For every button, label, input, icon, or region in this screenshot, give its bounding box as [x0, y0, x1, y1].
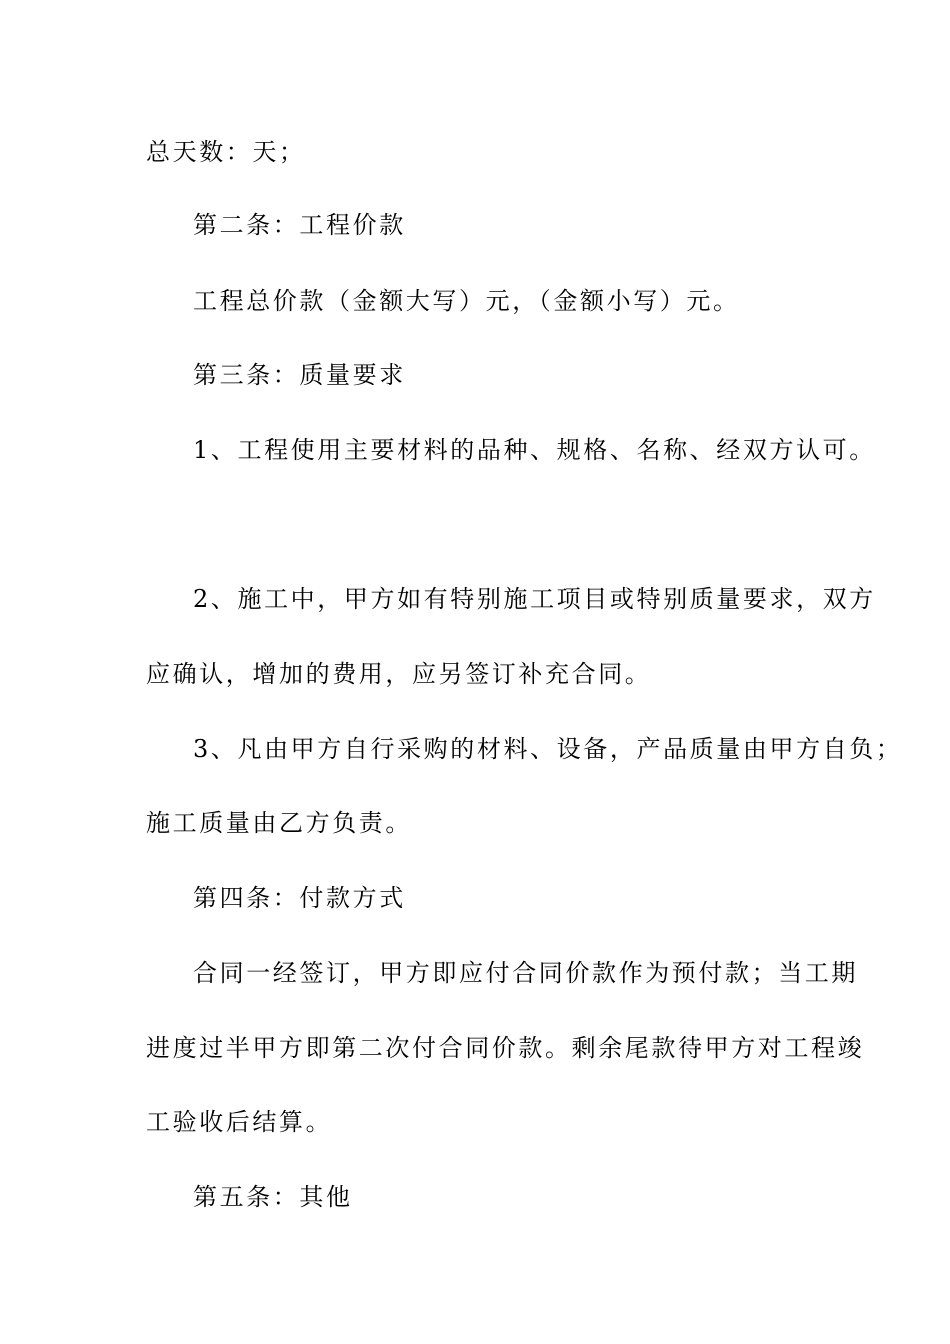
quality-item-3-line-1: 3、凡由甲方自行采购的材料、设备，产品质量由甲方自负； [193, 735, 903, 763]
article-4-heading: 第四条：付款方式 [193, 884, 406, 912]
article-5-heading: 第五条：其他 [193, 1183, 353, 1211]
quality-item-2-line-1: 2、施工中，甲方如有特别施工项目或特别质量要求，双方 [193, 585, 876, 613]
quality-item-2-line-2: 应确认，增加的费用，应另签订补充合同。 [146, 660, 652, 688]
article-2-heading: 第二条：工程价款 [193, 211, 406, 239]
payment-line-1: 合同一经签订，甲方即应付合同价款作为预付款；当工期 [193, 959, 858, 987]
total-days-line: 总天数：天； [146, 138, 306, 166]
total-price-line: 工程总价款（金额大写）元，（金额小写）元。 [193, 287, 740, 315]
quality-item-3-line-2: 施工质量由乙方负责。 [146, 809, 412, 837]
quality-item-1: 1、工程使用主要材料的品种、规格、名称、经双方认可。 [193, 436, 876, 464]
article-3-heading: 第三条：质量要求 [193, 361, 406, 389]
payment-line-3: 工验收后结算。 [146, 1108, 333, 1136]
payment-line-2: 进度过半甲方即第二次付合同价款。剩余尾款待甲方对工程竣 [146, 1034, 865, 1062]
